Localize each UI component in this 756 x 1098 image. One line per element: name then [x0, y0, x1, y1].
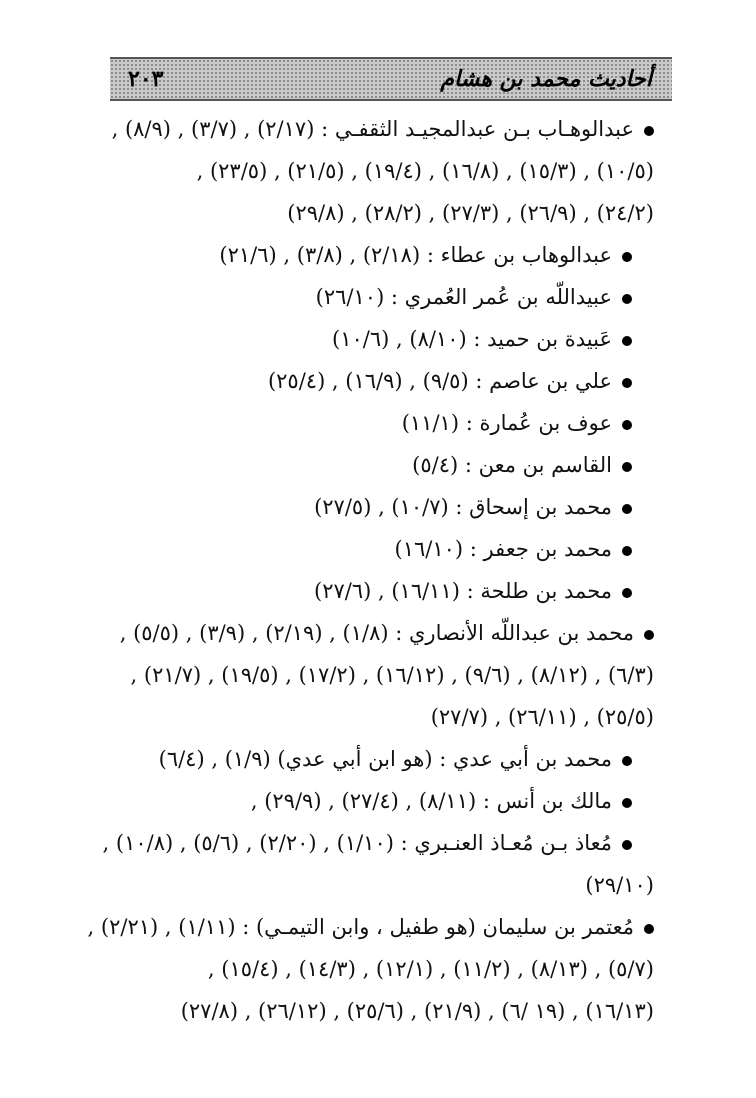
entry-text: مالك بن أنس : (٨/١١) , (٢٧/٤) , (٢٩/٩) ,	[250, 789, 612, 813]
index-entry	[0, 402, 756, 444]
index-entry	[0, 276, 756, 318]
entry-text: عبيداللّه بن عُمر العُمري : (٢٦/١٠)	[315, 285, 612, 309]
entry-first-line	[78, 402, 654, 444]
bullet-icon	[622, 252, 632, 262]
entry-continuation-line	[78, 990, 654, 1032]
index-entry	[0, 822, 756, 906]
index-entry	[0, 108, 756, 234]
index-entry	[0, 486, 756, 528]
entry-first-line	[78, 906, 654, 948]
entry-text: (٢٥/٥) , (٢٦/١١) , (٢٧/٧)	[430, 705, 654, 729]
entry-text: (٢٤/٢) , (٢٦/٩) , (٢٧/٣) , (٢٨/٢) , (٢٩/٨)	[287, 201, 654, 225]
bullet-icon	[622, 420, 632, 430]
entry-text: محمد بن جعفر : (١٦/١٠)	[394, 537, 612, 561]
entry-continuation-line	[78, 864, 654, 906]
bullet-icon	[644, 924, 654, 934]
bullet-icon	[622, 462, 632, 472]
entry-continuation-line	[78, 150, 654, 192]
page-header	[110, 57, 672, 101]
entry-continuation-line	[78, 696, 654, 738]
entry-text: عبدالوهاب بن عطاء : (٢/١٨) , (٣/٨) , (٢١/٦)	[219, 243, 612, 267]
bullet-icon	[622, 504, 632, 514]
entry-text: محمد بن طلحة : (١٦/١١) , (٢٧/٦)	[314, 579, 612, 603]
running-title: أحاديث محمد بن هشام	[440, 66, 652, 92]
bullet-icon	[622, 588, 632, 598]
index-entry	[0, 738, 756, 780]
index-entry	[0, 318, 756, 360]
index-entry	[0, 360, 756, 402]
entry-first-line	[78, 108, 654, 150]
entry-first-line	[78, 738, 654, 780]
bullet-icon	[622, 294, 632, 304]
index-entry	[0, 780, 756, 822]
index-entry	[0, 528, 756, 570]
entry-text: القاسم بن معن : (٥/٤)	[412, 453, 612, 477]
entry-first-line	[78, 318, 654, 360]
entry-text: (٢٩/١٠)	[585, 873, 654, 897]
entry-text: مُعاذ بـن مُعـاذ العنـبري : (١/١٠) , (٢/٢٠) , (٥/٦) , (١٠/٨) ,	[102, 831, 612, 855]
index-entry	[0, 570, 756, 612]
entry-text: عَبيدة بن حميد : (٨/١٠) , (١٠/٦)	[332, 327, 612, 351]
entry-text: (١٦/١٣) , (١٩ /٦) , (٢١/٩) , (٢٥/٦) , (٢٦/١٢) , (٢٧/٨)	[180, 999, 654, 1023]
entry-first-line	[78, 360, 654, 402]
index-entries	[0, 108, 756, 1032]
entry-text: محمد بن أبي عدي : (هو ابن أبي عدي) (١/٩) , (٦/٤)	[158, 747, 612, 771]
entry-first-line	[78, 822, 654, 864]
entry-continuation-line	[78, 948, 654, 990]
index-entry	[0, 612, 756, 738]
index-entry	[0, 906, 756, 1032]
entry-text: (٦/٣) , (٨/١٢) , (٩/٦) , (١٦/١٢) , (١٧/٢) , (١٩/٥) , (٢١/٧) ,	[130, 663, 654, 687]
bullet-icon	[622, 798, 632, 808]
entry-first-line	[78, 444, 654, 486]
bullet-icon	[622, 756, 632, 766]
entry-text: عوف بن عُمارة : (١١/١)	[401, 411, 612, 435]
index-entry	[0, 444, 756, 486]
entry-text: (١٠/٥) , (١٥/٣) , (١٦/٨) , (١٩/٤) , (٢١/٥) , (٢٣/٥) ,	[196, 159, 654, 183]
entry-first-line	[78, 612, 654, 654]
entry-first-line	[78, 486, 654, 528]
bullet-icon	[622, 840, 632, 850]
entry-first-line	[78, 528, 654, 570]
entry-continuation-line	[78, 654, 654, 696]
entry-continuation-line	[78, 192, 654, 234]
entry-text: عبدالوهـاب بـن عبدالمجيـد الثقفـي : (٢/١٧) , (٣/٧) , (٨/٩) ,	[111, 117, 634, 141]
entry-text: محمد بن إسحاق : (١٠/٧) , (٢٧/٥)	[314, 495, 612, 519]
entry-text: (٥/٧) , (٨/١٣) , (١١/٢) , (١٢/١) , (١٤/٣) , (١٥/٤) ,	[207, 957, 654, 981]
entry-text: مُعتمر بن سليمان (هو طفيل ، وابن التيمـي) : (١/١١) , (٢/٢١) ,	[87, 915, 634, 939]
entry-first-line	[78, 780, 654, 822]
entry-first-line	[78, 570, 654, 612]
entry-first-line	[78, 234, 654, 276]
entry-text: علي بن عاصم : (٩/٥) , (١٦/٩) , (٢٥/٤)	[267, 369, 612, 393]
bullet-icon	[622, 336, 632, 346]
bullet-icon	[644, 126, 654, 136]
entry-text: محمد بن عبداللّه الأنصاري : (١/٨) , (٢/١٩) , (٣/٩) , (٥/٥) ,	[119, 621, 634, 645]
bullet-icon	[644, 630, 654, 640]
index-entry	[0, 234, 756, 276]
page-number: ٢٠٣	[128, 66, 164, 92]
bullet-icon	[622, 378, 632, 388]
bullet-icon	[622, 546, 632, 556]
entry-first-line	[78, 276, 654, 318]
